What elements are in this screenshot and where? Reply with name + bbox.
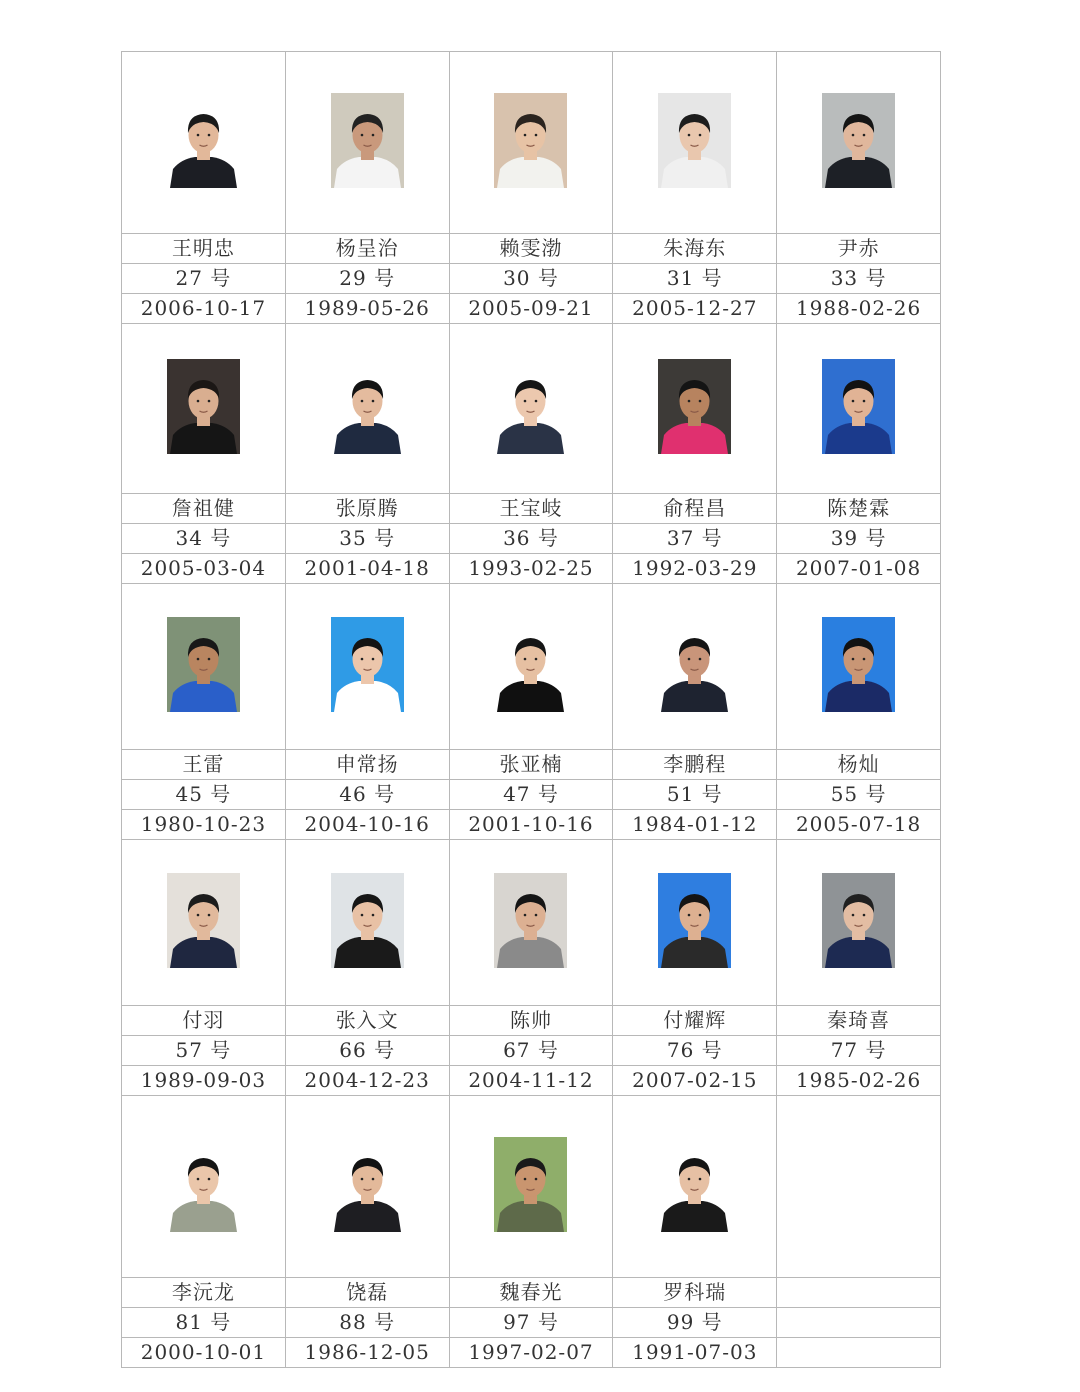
photo-cell <box>122 1096 286 1278</box>
name-row <box>122 234 941 264</box>
player-photo <box>494 873 567 968</box>
number-row <box>122 524 941 554</box>
player-number: 39 号 <box>777 524 941 554</box>
player-dob: 2000-10-01 <box>122 1338 286 1368</box>
player-dob: 1984-01-12 <box>613 810 777 840</box>
player-number: 46 号 <box>285 780 449 810</box>
player-number: 77 号 <box>777 1036 941 1066</box>
player-name: 李鹏程 <box>613 750 777 780</box>
player-number: 34 号 <box>122 524 286 554</box>
photo-cell <box>285 324 449 494</box>
photo-cell <box>285 1096 449 1278</box>
photo-cell <box>777 840 941 1006</box>
photo-row <box>122 324 941 494</box>
player-dob: 2004-12-23 <box>285 1066 449 1096</box>
player-name: 付羽 <box>122 1006 286 1036</box>
player-name: 张原腾 <box>285 494 449 524</box>
player-number: 81 号 <box>122 1308 286 1338</box>
player-number: 35 号 <box>285 524 449 554</box>
player-name: 朱海东 <box>613 234 777 264</box>
player-name: 尹赤 <box>777 234 941 264</box>
empty-cell <box>777 1096 941 1278</box>
player-dob: 2001-04-18 <box>285 554 449 584</box>
player-name: 张入文 <box>285 1006 449 1036</box>
player-name: 杨灿 <box>777 750 941 780</box>
player-photo <box>331 359 404 454</box>
player-name: 李沅龙 <box>122 1278 286 1308</box>
dob-row <box>122 1066 941 1096</box>
player-number: 57 号 <box>122 1036 286 1066</box>
player-dob: 2006-10-17 <box>122 294 286 324</box>
dob-row <box>122 810 941 840</box>
player-name: 俞程昌 <box>613 494 777 524</box>
player-photo <box>167 873 240 968</box>
photo-cell <box>449 1096 613 1278</box>
photo-row <box>122 840 941 1006</box>
photo-cell <box>449 324 613 494</box>
player-name: 詹祖健 <box>122 494 286 524</box>
photo-cell <box>613 584 777 750</box>
player-number: 55 号 <box>777 780 941 810</box>
number-row <box>122 780 941 810</box>
player-photo <box>658 359 731 454</box>
player-name: 罗科瑞 <box>613 1278 777 1308</box>
photo-cell <box>449 840 613 1006</box>
player-number: 27 号 <box>122 264 286 294</box>
photo-row <box>122 584 941 750</box>
photo-cell <box>285 52 449 234</box>
player-photo <box>658 617 731 712</box>
player-number: 51 号 <box>613 780 777 810</box>
name-row <box>122 1006 941 1036</box>
player-photo <box>658 93 731 188</box>
player-photo <box>331 93 404 188</box>
number-row <box>122 1308 941 1338</box>
player-number: 99 号 <box>613 1308 777 1338</box>
player-photo <box>494 1137 567 1232</box>
player-photo <box>494 93 567 188</box>
photo-cell <box>777 584 941 750</box>
player-photo <box>331 1137 404 1232</box>
player-dob: 2004-11-12 <box>449 1066 613 1096</box>
player-number: 47 号 <box>449 780 613 810</box>
player-number: 67 号 <box>449 1036 613 1066</box>
player-photo <box>331 617 404 712</box>
player-dob: 1989-09-03 <box>122 1066 286 1096</box>
player-photo <box>822 873 895 968</box>
empty-cell <box>777 1278 941 1308</box>
player-name: 陈帅 <box>449 1006 613 1036</box>
photo-cell <box>613 1096 777 1278</box>
player-number: 45 号 <box>122 780 286 810</box>
empty-cell <box>777 1338 941 1368</box>
player-photo <box>167 617 240 712</box>
photo-row <box>122 1096 941 1278</box>
player-dob: 1989-05-26 <box>285 294 449 324</box>
player-dob: 2004-10-16 <box>285 810 449 840</box>
player-number: 31 号 <box>613 264 777 294</box>
empty-cell <box>777 1308 941 1338</box>
player-photo <box>658 873 731 968</box>
number-row <box>122 264 941 294</box>
player-number: 29 号 <box>285 264 449 294</box>
player-number: 88 号 <box>285 1308 449 1338</box>
player-number: 30 号 <box>449 264 613 294</box>
player-dob: 1985-02-26 <box>777 1066 941 1096</box>
player-dob: 2005-07-18 <box>777 810 941 840</box>
photo-cell <box>122 324 286 494</box>
player-name: 陈楚霖 <box>777 494 941 524</box>
player-name: 王明忠 <box>122 234 286 264</box>
player-photo <box>822 617 895 712</box>
player-name: 申常扬 <box>285 750 449 780</box>
player-name: 魏春光 <box>449 1278 613 1308</box>
player-name: 张亚楠 <box>449 750 613 780</box>
player-name: 饶磊 <box>285 1278 449 1308</box>
player-photo <box>822 93 895 188</box>
photo-cell <box>122 840 286 1006</box>
player-photo <box>658 1137 731 1232</box>
photo-cell <box>122 584 286 750</box>
photo-cell <box>122 52 286 234</box>
player-name: 杨呈治 <box>285 234 449 264</box>
photo-cell <box>613 52 777 234</box>
dob-row <box>122 1338 941 1368</box>
photo-cell <box>613 324 777 494</box>
player-photo <box>494 617 567 712</box>
player-dob: 2005-12-27 <box>613 294 777 324</box>
player-photo <box>167 93 240 188</box>
player-roster-table <box>121 51 941 1368</box>
player-name: 付耀辉 <box>613 1006 777 1036</box>
photo-cell <box>285 584 449 750</box>
name-row <box>122 750 941 780</box>
name-row <box>122 494 941 524</box>
player-number: 33 号 <box>777 264 941 294</box>
photo-cell <box>449 584 613 750</box>
player-dob: 1992-03-29 <box>613 554 777 584</box>
player-name: 赖雯渤 <box>449 234 613 264</box>
photo-row <box>122 52 941 234</box>
player-dob: 1988-02-26 <box>777 294 941 324</box>
player-photo <box>167 1137 240 1232</box>
photo-cell <box>613 840 777 1006</box>
player-dob: 2005-09-21 <box>449 294 613 324</box>
photo-cell <box>449 52 613 234</box>
name-row <box>122 1278 941 1308</box>
player-name: 秦琦喜 <box>777 1006 941 1036</box>
player-dob: 1991-07-03 <box>613 1338 777 1368</box>
dob-row <box>122 554 941 584</box>
photo-cell <box>777 324 941 494</box>
dob-row <box>122 294 941 324</box>
player-number: 76 号 <box>613 1036 777 1066</box>
player-name: 王宝岐 <box>449 494 613 524</box>
player-dob: 1993-02-25 <box>449 554 613 584</box>
number-row <box>122 1036 941 1066</box>
player-dob: 2001-10-16 <box>449 810 613 840</box>
player-photo <box>331 873 404 968</box>
player-dob: 2007-02-15 <box>613 1066 777 1096</box>
player-photo <box>494 359 567 454</box>
photo-cell <box>285 840 449 1006</box>
player-number: 37 号 <box>613 524 777 554</box>
player-name: 王雷 <box>122 750 286 780</box>
player-dob: 1986-12-05 <box>285 1338 449 1368</box>
player-photo <box>822 359 895 454</box>
player-dob: 2005-03-04 <box>122 554 286 584</box>
player-number: 36 号 <box>449 524 613 554</box>
player-dob: 1997-02-07 <box>449 1338 613 1368</box>
player-photo <box>167 359 240 454</box>
player-number: 66 号 <box>285 1036 449 1066</box>
player-dob: 2007-01-08 <box>777 554 941 584</box>
photo-cell <box>777 52 941 234</box>
player-dob: 1980-10-23 <box>122 810 286 840</box>
player-number: 97 号 <box>449 1308 613 1338</box>
